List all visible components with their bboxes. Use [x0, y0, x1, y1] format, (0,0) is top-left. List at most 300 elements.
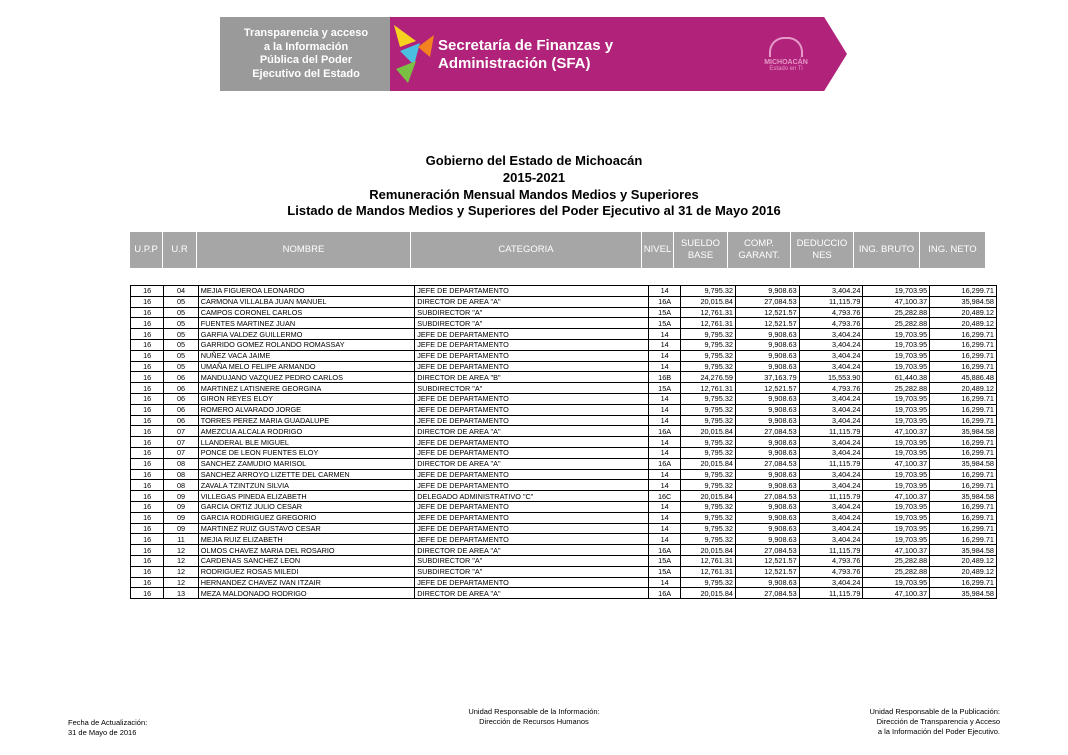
cell-ur: 05 [164, 350, 198, 361]
cell-ur: 12 [164, 545, 198, 556]
cell-ing-neto: 16,299.71 [930, 350, 997, 361]
cell-nombre: CAMPOS CORONEL CARLOS [198, 307, 415, 318]
cell-nombre: AMEZCUA ALCALA RODRIGO [198, 426, 415, 437]
cell-comp-garant: 9,908.63 [735, 350, 799, 361]
cell-comp-garant: 12,521.57 [735, 383, 799, 394]
cell-sueldo-base: 9,795.32 [681, 339, 736, 350]
cell-ing-neto: 16,299.71 [930, 361, 997, 372]
cell-ing-neto: 16,299.71 [930, 437, 997, 448]
cell-deducciones: 4,793.76 [799, 318, 863, 329]
cell-nombre: MARTINEZ LATISNERE GEORGINA [198, 383, 415, 394]
cell-categoria: JEFE DE DEPARTAMENTO [415, 534, 649, 545]
cell-nombre: SANCHEZ ZAMUDIO MARISOL [198, 458, 415, 469]
transparency-panel [220, 17, 390, 91]
cell-ur: 07 [164, 426, 198, 437]
update-date-label: Fecha de Actualización: [68, 718, 148, 727]
cell-ing-neto: 16,299.71 [930, 469, 997, 480]
cell-upp: 16 [131, 361, 164, 372]
report-subtitle: Listado de Mandos Medios y Superiores del Poder Ejecutivo al 31 de Mayo 2016 [287, 203, 781, 218]
table-row [131, 447, 997, 458]
cell-ing-neto: 16,299.71 [930, 577, 997, 588]
cell-nombre: SANCHEZ ARROYO LIZETTE DEL CARMEN [198, 469, 415, 480]
cell-nivel: 15A [648, 555, 680, 566]
cell-upp: 16 [131, 469, 164, 480]
table-row [131, 523, 997, 534]
col-header-comp-garant: COMP. GARANT. [728, 232, 791, 268]
cell-nivel: 16A [648, 296, 680, 307]
cell-categoria: SUBDIRECTOR "A" [415, 318, 649, 329]
cell-upp: 16 [131, 339, 164, 350]
cell-nivel: 15A [648, 383, 680, 394]
cell-upp: 16 [131, 480, 164, 491]
cell-nivel: 16A [648, 545, 680, 556]
cell-ur: 05 [164, 296, 198, 307]
cell-ing-neto: 20,489.12 [930, 318, 997, 329]
cell-ing-neto: 16,299.71 [930, 501, 997, 512]
cell-sueldo-base: 9,795.32 [681, 286, 736, 297]
cell-ing-bruto: 19,703.95 [863, 286, 930, 297]
cell-nombre: UMAÑA MELO FELIPE ARMANDO [198, 361, 415, 372]
table-row [131, 307, 997, 318]
cell-nivel: 16B [648, 372, 680, 383]
cell-upp: 16 [131, 350, 164, 361]
info-responsible-value: Dirección de Recursos Humanos [479, 717, 589, 726]
publication-responsible-label: Unidad Responsable de la Publicación: [869, 707, 1000, 716]
cell-ing-bruto: 19,703.95 [863, 361, 930, 372]
cell-ing-bruto: 47,100.37 [863, 545, 930, 556]
cell-deducciones: 3,404.24 [799, 415, 863, 426]
cell-deducciones: 3,404.24 [799, 393, 863, 404]
cell-ur: 09 [164, 512, 198, 523]
info-responsible-label: Unidad Responsable de la Información: [468, 707, 600, 716]
cell-ing-neto: 16,299.71 [930, 534, 997, 545]
cell-upp: 16 [131, 318, 164, 329]
cell-nivel: 16A [648, 458, 680, 469]
cell-nombre: CARMONA VILLALBA JUAN MANUEL [198, 296, 415, 307]
cell-ing-neto: 35,984.58 [930, 588, 997, 599]
cell-upp: 16 [131, 404, 164, 415]
cell-ur: 08 [164, 458, 198, 469]
cell-ur: 09 [164, 523, 198, 534]
cell-comp-garant: 9,908.63 [735, 523, 799, 534]
table-row [131, 501, 997, 512]
cell-categoria: JEFE DE DEPARTAMENTO [415, 404, 649, 415]
cell-nivel: 14 [648, 534, 680, 545]
cell-comp-garant: 9,908.63 [735, 404, 799, 415]
cell-categoria: JEFE DE DEPARTAMENTO [415, 501, 649, 512]
cell-nombre: OLMOS CHAVEZ MARIA DEL ROSARIO [198, 545, 415, 556]
cell-sueldo-base: 20,015.84 [681, 296, 736, 307]
period-title: 2015-2021 [502, 170, 566, 185]
cell-sueldo-base: 12,761.31 [681, 555, 736, 566]
cell-sueldo-base: 9,795.32 [681, 404, 736, 415]
cell-deducciones: 3,404.24 [799, 361, 863, 372]
cell-ing-neto: 16,299.71 [930, 393, 997, 404]
cell-deducciones: 11,115.79 [799, 458, 863, 469]
table-row [131, 555, 997, 566]
cell-comp-garant: 9,908.63 [735, 437, 799, 448]
table-row [131, 404, 997, 415]
cell-deducciones: 11,115.79 [799, 296, 863, 307]
cell-nivel: 14 [648, 577, 680, 588]
cell-deducciones: 3,404.24 [799, 469, 863, 480]
table-row [131, 426, 997, 437]
cell-nombre: MEJIA FIGUEROA LEONARDO [198, 286, 415, 297]
cell-comp-garant: 27,084.53 [735, 296, 799, 307]
cell-categoria: JEFE DE DEPARTAMENTO [415, 350, 649, 361]
sfa-title [438, 37, 613, 73]
transparency-line-4: Ejecutivo del Estado [252, 67, 360, 80]
cell-nombre: FUENTES MARTINEZ JUAN [198, 318, 415, 329]
cell-deducciones: 3,404.24 [799, 339, 863, 350]
cell-nivel: 15A [648, 566, 680, 577]
cell-deducciones: 3,404.24 [799, 286, 863, 297]
cell-ur: 07 [164, 437, 198, 448]
cell-sueldo-base: 12,761.31 [681, 307, 736, 318]
cell-categoria: DIRECTOR DE AREA "A" [415, 426, 649, 437]
publication-responsible-value-1: Dirección de Transparencia y Acceso [876, 717, 1000, 726]
cell-sueldo-base: 9,795.32 [681, 577, 736, 588]
table-row [131, 318, 997, 329]
cell-comp-garant: 9,908.63 [735, 447, 799, 458]
update-date-value: 31 de Mayo de 2016 [68, 728, 137, 737]
cell-ur: 06 [164, 404, 198, 415]
cell-upp: 16 [131, 415, 164, 426]
cell-ur: 09 [164, 491, 198, 502]
cell-sueldo-base: 12,761.31 [681, 318, 736, 329]
cell-nivel: 14 [648, 437, 680, 448]
cell-ur: 08 [164, 480, 198, 491]
cell-categoria: SUBDIRECTOR "A" [415, 566, 649, 577]
cell-nivel: 14 [648, 329, 680, 340]
table-row [131, 339, 997, 350]
cell-upp: 16 [131, 372, 164, 383]
cell-comp-garant: 12,521.57 [735, 318, 799, 329]
table-row [131, 491, 997, 502]
cell-comp-garant: 27,084.53 [735, 545, 799, 556]
cell-upp: 16 [131, 577, 164, 588]
cell-deducciones: 11,115.79 [799, 491, 863, 502]
cell-deducciones: 3,404.24 [799, 534, 863, 545]
cell-categoria: JEFE DE DEPARTAMENTO [415, 339, 649, 350]
cell-nombre: VILLEGAS PINEDA ELIZABETH [198, 491, 415, 502]
cell-sueldo-base: 20,015.84 [681, 458, 736, 469]
table-row [131, 383, 997, 394]
col-header-nivel: NIVEL [642, 232, 674, 268]
cell-categoria: JEFE DE DEPARTAMENTO [415, 393, 649, 404]
cell-upp: 16 [131, 426, 164, 437]
cell-ur: 12 [164, 555, 198, 566]
cell-ur: 05 [164, 329, 198, 340]
cell-deducciones: 3,404.24 [799, 577, 863, 588]
cell-categoria: JEFE DE DEPARTAMENTO [415, 329, 649, 340]
cell-ing-bruto: 25,282.88 [863, 307, 930, 318]
transparency-text [228, 27, 384, 81]
cell-sueldo-base: 20,015.84 [681, 588, 736, 599]
cell-ur: 07 [164, 447, 198, 458]
cell-categoria: JEFE DE DEPARTAMENTO [415, 447, 649, 458]
table-row [131, 437, 997, 448]
cell-deducciones: 3,404.24 [799, 350, 863, 361]
cell-ing-bruto: 19,703.95 [863, 393, 930, 404]
cell-categoria: JEFE DE DEPARTAMENTO [415, 523, 649, 534]
cell-sueldo-base: 9,795.32 [681, 501, 736, 512]
transparency-line-1: Transparencia y acceso [243, 27, 369, 39]
cell-upp: 16 [131, 545, 164, 556]
publication-responsible [869, 707, 1000, 737]
cell-comp-garant: 12,521.57 [735, 307, 799, 318]
cell-nivel: 16C [648, 491, 680, 502]
cell-ur: 09 [164, 501, 198, 512]
cell-upp: 16 [131, 491, 164, 502]
cell-sueldo-base: 20,015.84 [681, 545, 736, 556]
cell-ing-neto: 16,299.71 [930, 447, 997, 458]
cell-nombre: TORRES PEREZ MARIA GUADALUPE [198, 415, 415, 426]
cell-ing-bruto: 19,703.95 [863, 329, 930, 340]
cell-ing-bruto: 47,100.37 [863, 491, 930, 502]
cell-deducciones: 3,404.24 [799, 523, 863, 534]
cell-ur: 08 [164, 469, 198, 480]
cell-ing-bruto: 25,282.88 [863, 566, 930, 577]
cell-nivel: 14 [648, 393, 680, 404]
cell-nombre: LLANDERAL BLE MIGUEL [198, 437, 415, 448]
table-row [131, 545, 997, 556]
cell-ing-neto: 35,984.58 [930, 296, 997, 307]
cell-comp-garant: 9,908.63 [735, 534, 799, 545]
cell-upp: 16 [131, 555, 164, 566]
cell-upp: 16 [131, 296, 164, 307]
transparency-line-2: a la Información [263, 40, 349, 53]
cell-comp-garant: 9,908.63 [735, 501, 799, 512]
cell-upp: 16 [131, 523, 164, 534]
cell-sueldo-base: 9,795.32 [681, 329, 736, 340]
cell-nombre: MARTINEZ RUIZ GUSTAVO CESAR [198, 523, 415, 534]
cell-ing-neto: 16,299.71 [930, 480, 997, 491]
cell-ing-bruto: 47,100.37 [863, 296, 930, 307]
cell-comp-garant: 9,908.63 [735, 339, 799, 350]
cell-sueldo-base: 9,795.32 [681, 350, 736, 361]
cell-deducciones: 11,115.79 [799, 426, 863, 437]
cell-comp-garant: 9,908.63 [735, 361, 799, 372]
cell-ing-bruto: 19,703.95 [863, 480, 930, 491]
cell-upp: 16 [131, 458, 164, 469]
cell-sueldo-base: 9,795.32 [681, 469, 736, 480]
cell-categoria: DIRECTOR DE AREA "A" [415, 296, 649, 307]
cell-categoria: JEFE DE DEPARTAMENTO [415, 480, 649, 491]
cell-nivel: 15A [648, 307, 680, 318]
cell-ing-bruto: 47,100.37 [863, 426, 930, 437]
table-header [130, 232, 997, 268]
cell-nivel: 14 [648, 286, 680, 297]
table-row [131, 372, 997, 383]
cell-sueldo-base: 12,761.31 [681, 383, 736, 394]
cell-comp-garant: 9,908.63 [735, 469, 799, 480]
cell-ing-bruto: 47,100.37 [863, 458, 930, 469]
cell-ur: 05 [164, 339, 198, 350]
cell-ing-bruto: 19,703.95 [863, 501, 930, 512]
cell-categoria: SUBDIRECTOR "A" [415, 555, 649, 566]
cell-nombre: MEZA MALDONADO RODRIGO [198, 588, 415, 599]
cell-sueldo-base: 9,795.32 [681, 437, 736, 448]
cell-upp: 16 [131, 512, 164, 523]
cell-ur: 05 [164, 318, 198, 329]
col-header-ing-neto: ING. NETO [920, 232, 986, 268]
cell-ur: 12 [164, 577, 198, 588]
remuneration-table [130, 285, 997, 599]
cell-nivel: 14 [648, 361, 680, 372]
publication-responsible-value-2: a la Información del Poder Ejecutivo. [877, 727, 1000, 736]
cell-ing-neto: 35,984.58 [930, 545, 997, 556]
cell-ur: 06 [164, 393, 198, 404]
michoacan-logo-text: MICHOACÁN [764, 59, 808, 66]
michoacan-crest-icon [769, 37, 803, 57]
cell-nombre: GARCIA ORTIZ JULIO CESAR [198, 501, 415, 512]
michoacan-logo [756, 37, 816, 77]
sfa-title-line-2: Administración (SFA) [438, 55, 591, 72]
cell-deducciones: 3,404.24 [799, 512, 863, 523]
cell-upp: 16 [131, 447, 164, 458]
cell-sueldo-base: 20,015.84 [681, 491, 736, 502]
cell-ur: 06 [164, 372, 198, 383]
cell-categoria: DIRECTOR DE AREA "A" [415, 458, 649, 469]
cell-nivel: 14 [648, 501, 680, 512]
cell-ur: 13 [164, 588, 198, 599]
table-row [131, 566, 997, 577]
cell-categoria: JEFE DE DEPARTAMENTO [415, 415, 649, 426]
sfa-title-line-1: Secretaría de Finanzas y [438, 37, 614, 54]
cell-ing-neto: 20,489.12 [930, 555, 997, 566]
cell-ur: 05 [164, 307, 198, 318]
cell-sueldo-base: 9,795.32 [681, 415, 736, 426]
table-row [131, 329, 997, 340]
cell-nivel: 16A [648, 588, 680, 599]
cell-categoria: JEFE DE DEPARTAMENTO [415, 361, 649, 372]
cell-comp-garant: 9,908.63 [735, 286, 799, 297]
cell-ing-neto: 16,299.71 [930, 286, 997, 297]
table-row [131, 350, 997, 361]
cell-ing-neto: 16,299.71 [930, 329, 997, 340]
cell-ing-neto: 35,984.58 [930, 458, 997, 469]
cell-ur: 11 [164, 534, 198, 545]
cell-ing-neto: 16,299.71 [930, 512, 997, 523]
cell-upp: 16 [131, 393, 164, 404]
cell-categoria: DIRECTOR DE AREA "A" [415, 588, 649, 599]
cell-ing-bruto: 47,100.37 [863, 588, 930, 599]
cell-ing-neto: 45,886.48 [930, 372, 997, 383]
cell-ing-bruto: 25,282.88 [863, 555, 930, 566]
cell-ing-neto: 20,489.12 [930, 383, 997, 394]
table-row [131, 286, 997, 297]
cell-upp: 16 [131, 329, 164, 340]
cell-sueldo-base: 24,276.59 [681, 372, 736, 383]
cell-nivel: 16A [648, 426, 680, 437]
cell-nombre: MEJIA RUIZ ELIZABETH [198, 534, 415, 545]
table-row [131, 469, 997, 480]
col-header-sueldo-base: SUELDO BASE [674, 232, 728, 268]
cell-deducciones: 3,404.24 [799, 501, 863, 512]
cell-nombre: GARRIDO GOMEZ ROLANDO ROMASSAY [198, 339, 415, 350]
table-row [131, 588, 997, 599]
cell-comp-garant: 37,163.79 [735, 372, 799, 383]
cell-nivel: 14 [648, 339, 680, 350]
cell-ing-bruto: 19,703.95 [863, 534, 930, 545]
cell-nivel: 14 [648, 404, 680, 415]
cell-ing-neto: 20,489.12 [930, 307, 997, 318]
cell-ing-neto: 16,299.71 [930, 415, 997, 426]
cell-deducciones: 3,404.24 [799, 404, 863, 415]
cell-ing-bruto: 19,703.95 [863, 469, 930, 480]
cell-nivel: 14 [648, 512, 680, 523]
cell-ing-bruto: 19,703.95 [863, 523, 930, 534]
cell-comp-garant: 12,521.57 [735, 566, 799, 577]
cell-ing-neto: 35,984.58 [930, 491, 997, 502]
cell-ing-neto: 16,299.71 [930, 339, 997, 350]
cell-ing-bruto: 25,282.88 [863, 318, 930, 329]
cell-ing-neto: 35,984.58 [930, 426, 997, 437]
cell-upp: 16 [131, 437, 164, 448]
cell-ing-bruto: 19,703.95 [863, 577, 930, 588]
cell-ur: 06 [164, 383, 198, 394]
cell-ing-neto: 16,299.71 [930, 404, 997, 415]
cell-nombre: GARFIA VALDEZ GUILLERMO [198, 329, 415, 340]
cell-ing-bruto: 19,703.95 [863, 437, 930, 448]
cell-ing-bruto: 19,703.95 [863, 350, 930, 361]
table-row [131, 480, 997, 491]
cell-deducciones: 4,793.76 [799, 383, 863, 394]
report-title: Remuneración Mensual Mandos Medios y Superiores [369, 187, 699, 202]
table-row [131, 534, 997, 545]
cell-comp-garant: 27,084.53 [735, 588, 799, 599]
cell-nombre: HERNANDEZ CHAVEZ IVAN ITZAIR [198, 577, 415, 588]
cell-upp: 16 [131, 383, 164, 394]
table-row [131, 512, 997, 523]
cell-nombre: NUÑEZ VACA JAIME [198, 350, 415, 361]
cell-sueldo-base: 9,795.32 [681, 523, 736, 534]
table-row [131, 458, 997, 469]
cell-ing-bruto: 19,703.95 [863, 415, 930, 426]
cell-ing-bruto: 19,703.95 [863, 512, 930, 523]
michoacan-logo-subtext: Estado en Ti [769, 66, 803, 72]
cell-comp-garant: 9,908.63 [735, 415, 799, 426]
table-row [131, 577, 997, 588]
cell-nivel: 14 [648, 350, 680, 361]
cell-sueldo-base: 9,795.32 [681, 393, 736, 404]
cell-upp: 16 [131, 534, 164, 545]
cell-sueldo-base: 20,015.84 [681, 426, 736, 437]
cell-comp-garant: 27,084.53 [735, 426, 799, 437]
cell-nombre: MANDUJANO VAZQUEZ PEDRO CARLOS [198, 372, 415, 383]
cell-upp: 16 [131, 307, 164, 318]
cell-nombre: ROMERO ALVARADO JORGE [198, 404, 415, 415]
cell-upp: 16 [131, 566, 164, 577]
cell-categoria: DIRECTOR DE AREA "A" [415, 545, 649, 556]
cell-ur: 04 [164, 286, 198, 297]
cell-deducciones: 4,793.76 [799, 555, 863, 566]
cell-nivel: 14 [648, 480, 680, 491]
cell-nombre: ZAVALA TZINTZUN SILVIA [198, 480, 415, 491]
cell-nivel: 15A [648, 318, 680, 329]
col-header-deducciones: DEDUCCIO NES [791, 232, 854, 268]
cell-nombre: CARDENAS SANCHEZ LEON [198, 555, 415, 566]
cell-nombre: PONCE DE LEON FUENTES ELOY [198, 447, 415, 458]
cell-deducciones: 15,553.90 [799, 372, 863, 383]
cell-ing-bruto: 61,440.38 [863, 372, 930, 383]
cell-categoria: SUBDIRECTOR "A" [415, 383, 649, 394]
cell-ur: 12 [164, 566, 198, 577]
table-row [131, 296, 997, 307]
col-header-categoria: CATEGORIA [411, 232, 642, 268]
transparency-line-3: Pública del Poder [259, 54, 353, 66]
